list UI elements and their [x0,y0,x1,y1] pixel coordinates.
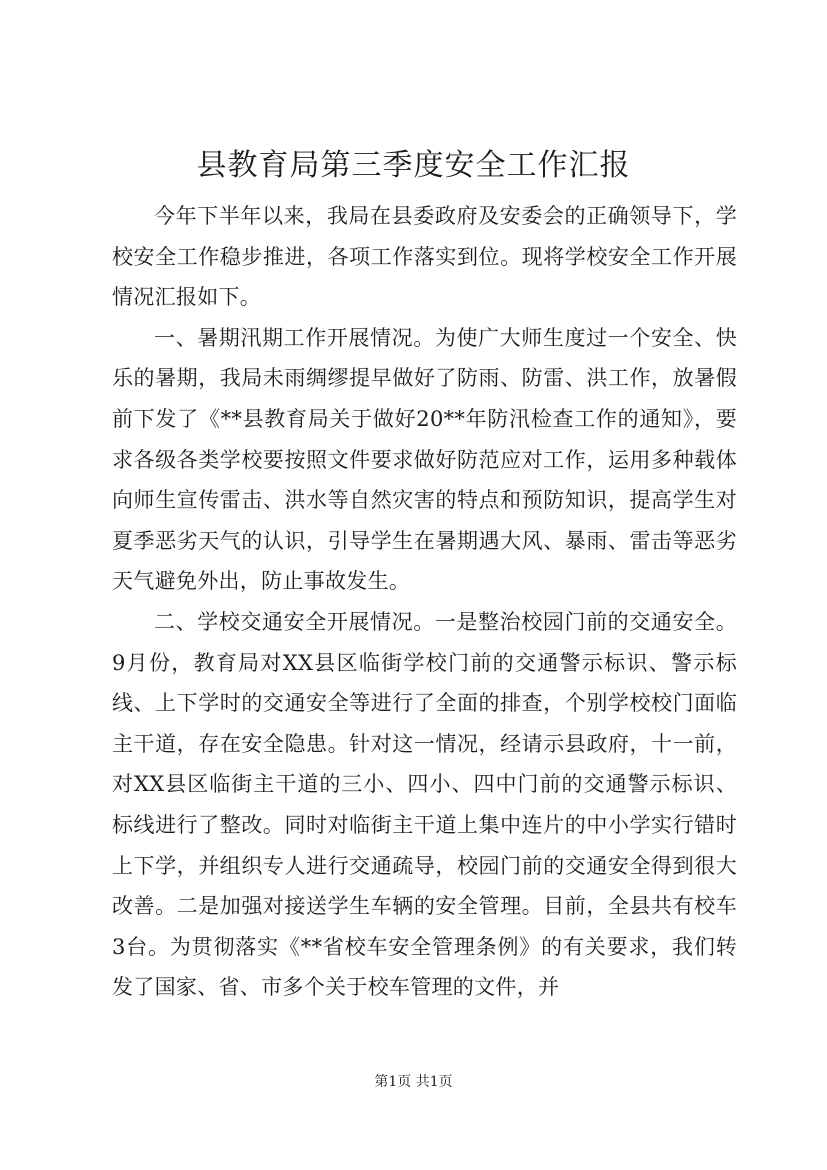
paragraph-traffic-safety: 二、学校交通安全开展情况。一是整治校园门前的交通安全。9月份，教育局对XX县区临街学校门前的交通警示标识、警示标线、上下学时的交通安全等进行了全面的排查，个别学校校门面临主干道，存在安全隐患。针对这一情况，经请示县政府，十一前，对XX县区临街主干道的三小、四小、四中门前的交通警示标识、标线进行了整改。同时对临街主干道上集中连片的中小学实行错时上下学，并组织专人进行交通疏导，校园门前的交通安全得到很大改善。二是加强对接送学生车辆的安全管理。目前，全县共有校车3台。为贯彻落实《**省校车安全管理条例》的有关要求，我们转发了国家、省、市多个关于校车管理的文件，并 [112,609,737,1000]
paragraph-summer-flood-safety: 一、暑期汛期工作开展情况。为使广大师生度过一个安全、快乐的暑期，我局未雨绸缪提早做好了防雨、防雷、洪工作，放暑假前下发了《**县教育局关于做好20**年防汛检查工作的通知》，要求各级各类学校要按照文件要求做好防范应对工作，运用多种载体向师生宣传雷击、洪水等自然灾害的特点和预防知识，提高学生对夏季恶劣天气的认识，引导学生在暑期遇大风、暴雨、雷击等恶劣天气避免外出，防止事故发生。 [112,325,737,594]
document-body [112,196,737,1008]
paragraph-intro: 今年下半年以来，我局在县委政府及安委会的正确领导下，学校安全工作稳步推进，各项工作落实到位。现将学校安全工作开展情况汇报如下。 [112,204,737,310]
document-title: 县教育局第三季度安全工作汇报 [196,148,631,183]
page-footer: 第1页 共1页 [374,1074,453,1090]
